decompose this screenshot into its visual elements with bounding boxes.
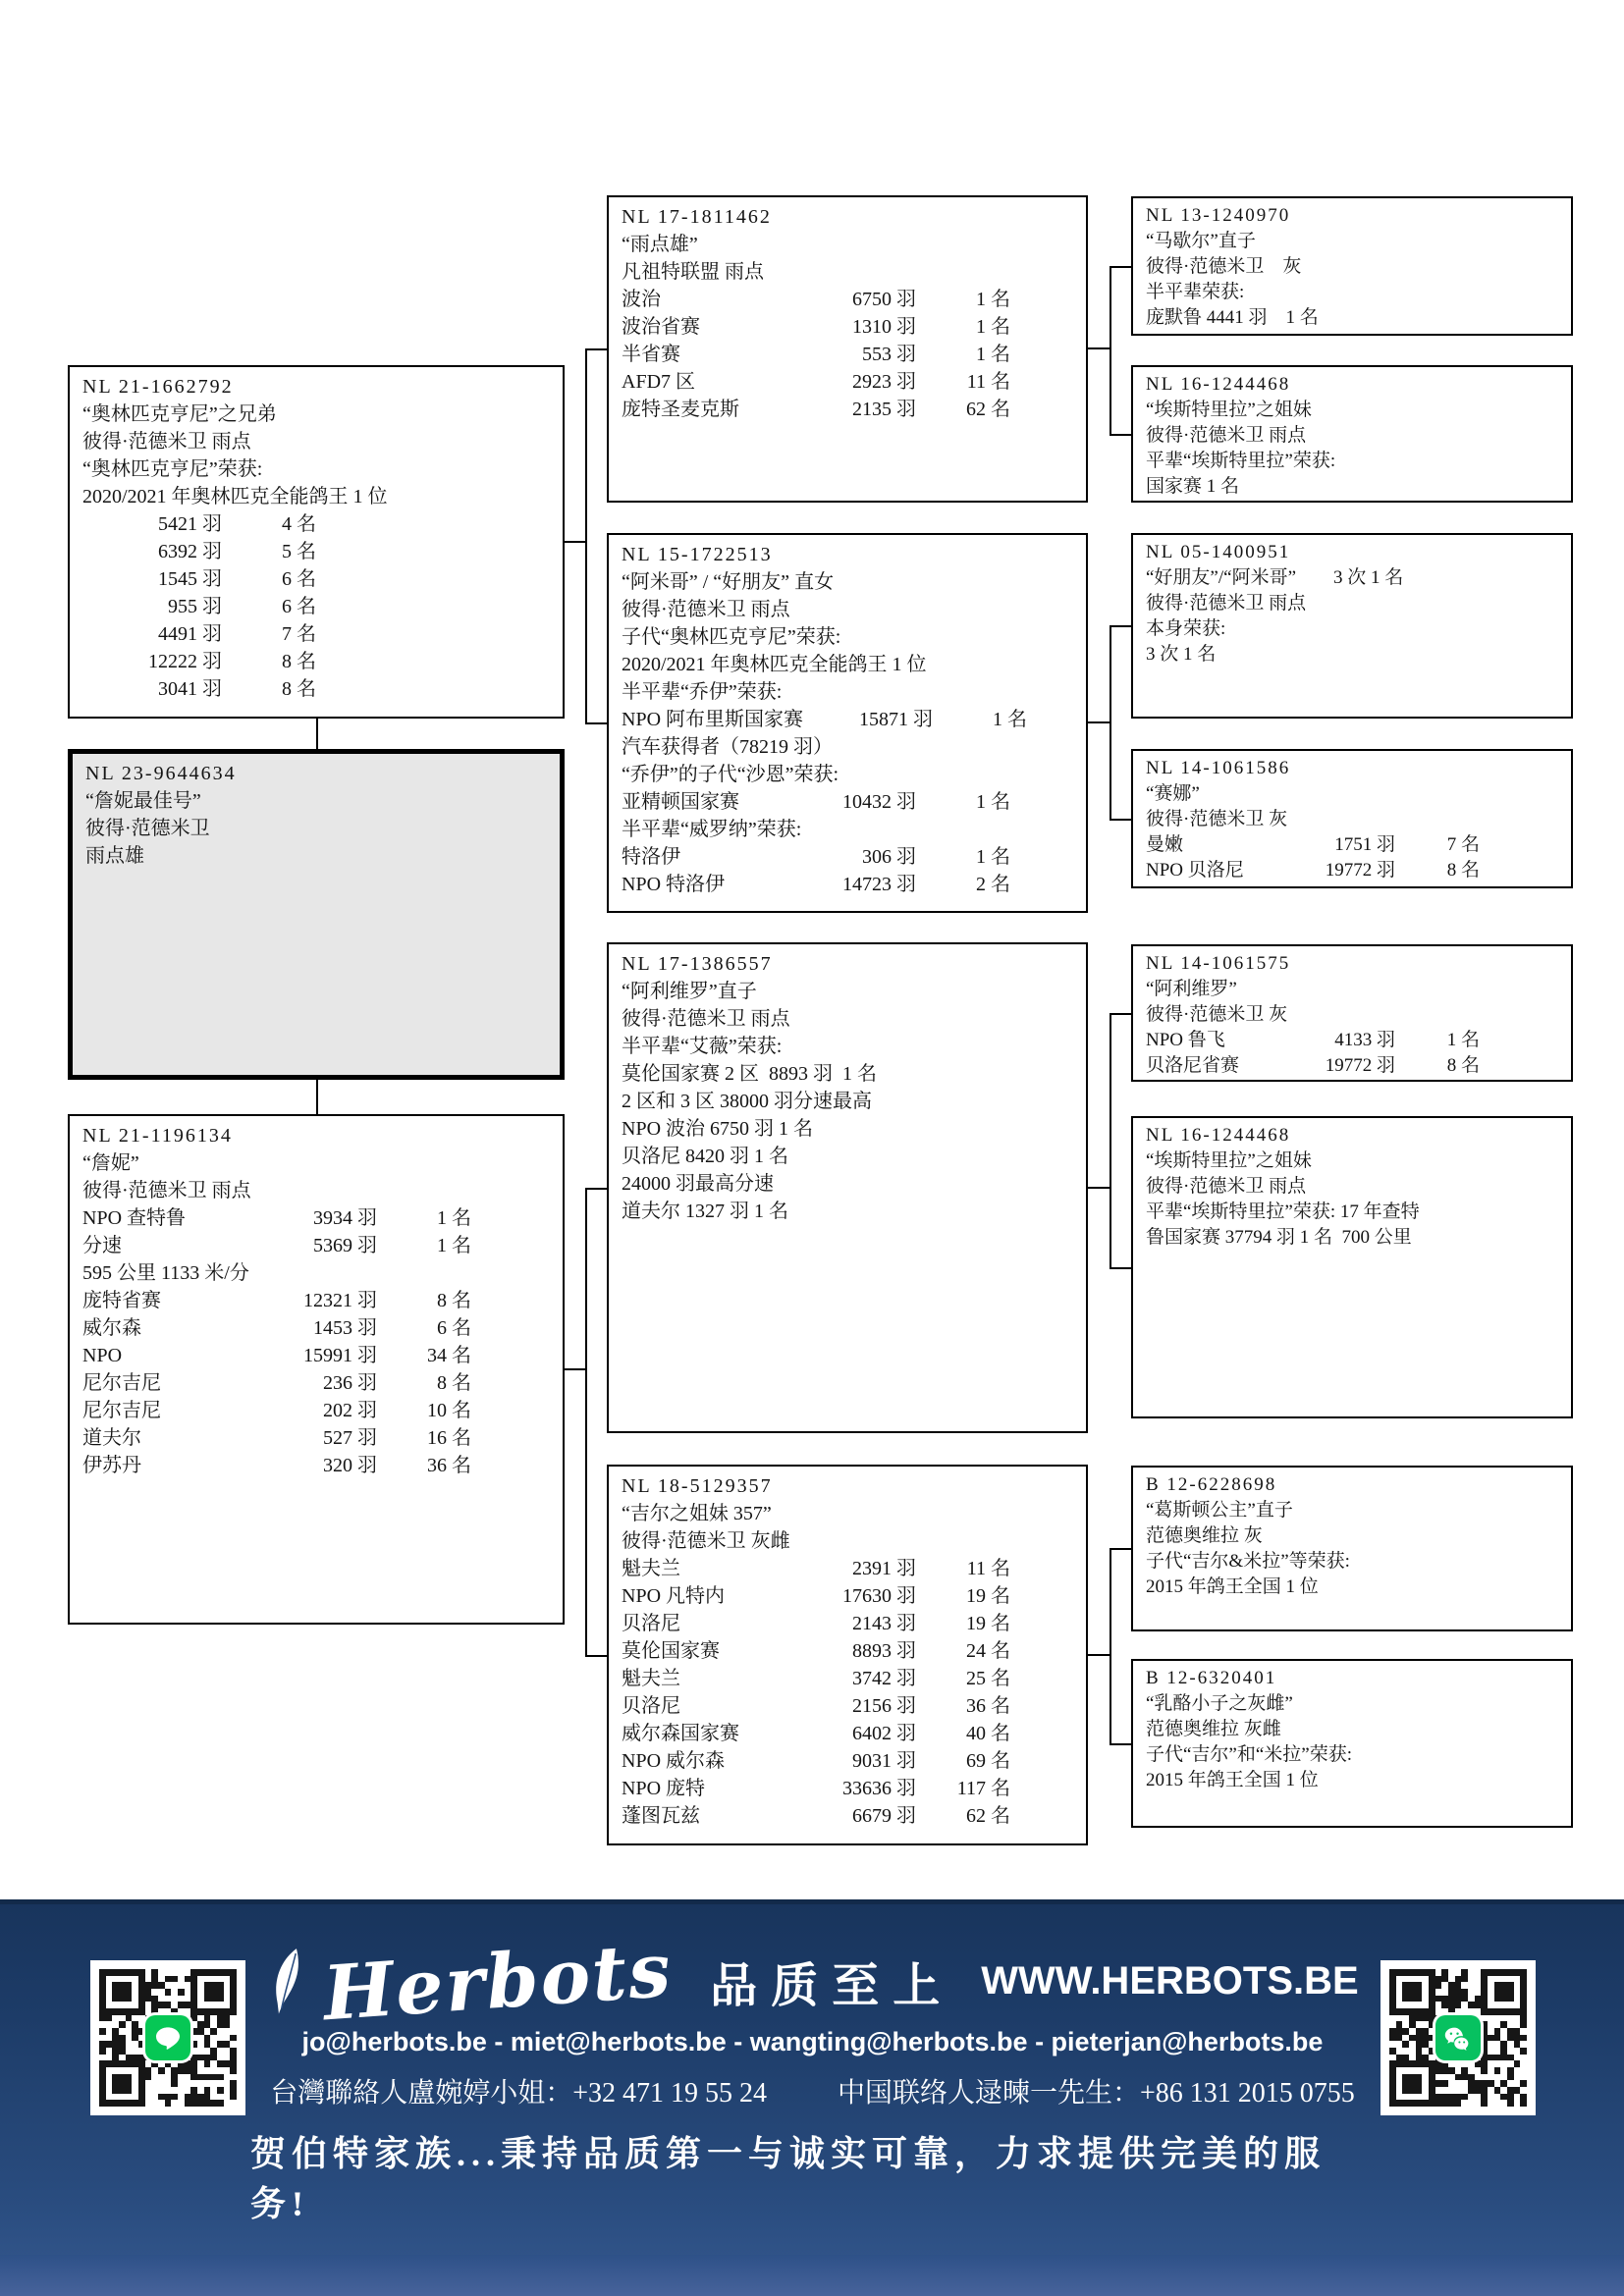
box-line: 子代“吉尔&米拉”等荣获: [1146, 1551, 1350, 1572]
result-count: 9031 羽 [852, 1750, 916, 1772]
ring-number: B 12-6320401 [1146, 1668, 1277, 1688]
result-row [622, 1802, 1073, 1830]
box-line: “阿米哥” / “好朋友” 直女 [622, 571, 835, 593]
result-label: NPO 凡特内 [622, 1585, 726, 1607]
ring-number: NL 17-1811462 [622, 206, 772, 228]
connector-line [1088, 347, 1110, 349]
box-line: 半平辈“艾薇”荣获: [622, 1036, 783, 1057]
ring-number: NL 14-1061586 [1146, 758, 1291, 778]
result-rank: 1 名 [976, 316, 1010, 338]
box-line: “葛斯顿公主”直子 [1146, 1500, 1293, 1521]
connector-line [587, 1188, 607, 1190]
line-icon [145, 2015, 190, 2060]
ring-number: NL 18-5129357 [622, 1475, 773, 1497]
box-line: 子代“吉尔”和“米拉”荣获: [1146, 1744, 1353, 1765]
box-line: “吉尔之姐妹 357” [622, 1503, 772, 1524]
result-rank: 16 名 [427, 1427, 471, 1449]
result-count: 8893 羽 [852, 1640, 916, 1662]
pedigree-box-sd [607, 533, 1088, 913]
result-row [622, 843, 1073, 871]
result-row [622, 1637, 1073, 1665]
result-row [622, 1775, 1073, 1802]
box-line: 贝洛尼 8420 羽 1 名 [622, 1146, 788, 1167]
connector-line [587, 722, 607, 724]
box-line: 雨点雄 [85, 845, 144, 867]
ring-number: NL 05-1400951 [1146, 542, 1291, 562]
result-row [82, 1314, 550, 1342]
box-line: 鲁国家赛 37794 羽 1 名 700 公里 [1146, 1227, 1412, 1248]
box-line: 彼得·范德米卫 雨点 [1146, 425, 1307, 446]
box-line: 国家赛 1 名 [1146, 476, 1240, 497]
box-line: “赛娜” [1146, 783, 1200, 804]
result-label: NPO 查特鲁 [82, 1207, 187, 1229]
box-line: “好朋友”/“阿米哥” 3 次 1 名 [1146, 567, 1404, 588]
result-count: 3742 羽 [852, 1668, 916, 1689]
footer-bottom-band [0, 2255, 1624, 2296]
result-count: 5369 羽 [313, 1235, 377, 1256]
result-row [82, 648, 550, 675]
result-count: 3934 羽 [313, 1207, 377, 1229]
result-rank: 6 名 [437, 1317, 471, 1339]
contact-china: 中国联络人逯暕一先生：+86 131 2015 0755 [838, 2078, 1355, 2109]
connector-line [1111, 1267, 1131, 1269]
result-count: 2156 羽 [852, 1695, 916, 1717]
result-label: NPO 贝洛尼 [1146, 860, 1244, 881]
box-line: 半平辈“威罗纳”荣获: [622, 819, 802, 840]
result-label: 蓬图瓦兹 [622, 1805, 700, 1827]
result-row [622, 788, 1073, 816]
result-row [82, 1204, 550, 1232]
result-label: 半省赛 [622, 344, 680, 365]
line-bubble-glyph [152, 2022, 184, 2054]
result-row [82, 510, 550, 538]
result-label: NPO 庞特 [622, 1778, 706, 1799]
result-rank: 6 名 [282, 596, 316, 617]
result-count: 1545 羽 [158, 568, 222, 590]
pedigree-box-ssd [1131, 365, 1573, 503]
result-label: AFD7 区 [622, 371, 696, 393]
result-label: 道夫尔 [82, 1427, 141, 1449]
result-label: 伊苏丹 [82, 1455, 141, 1476]
connector-line [585, 348, 587, 724]
ring-number: NL 13-1240970 [1146, 205, 1291, 226]
result-count: 527 羽 [323, 1427, 377, 1449]
box-line: 2015 年鸽王全国 1 位 [1146, 1770, 1319, 1790]
box-line: “詹妮” [82, 1152, 139, 1174]
result-row [622, 1582, 1073, 1610]
result-count: 12222 羽 [148, 651, 222, 672]
result-label: 波治省赛 [622, 316, 700, 338]
result-rank: 8 名 [437, 1290, 471, 1311]
box-line: 庞默鲁 4441 羽 1 名 [1146, 307, 1319, 328]
result-rank: 36 名 [966, 1695, 1010, 1717]
connector-line [1111, 819, 1131, 821]
pedigree-box-sss [1131, 196, 1573, 336]
ring-number: NL 17-1386557 [622, 953, 773, 975]
connector-line [1111, 266, 1131, 268]
result-count: 306 羽 [862, 846, 916, 868]
box-line: 汽车获得者（78219 羽） [622, 736, 833, 758]
box-line: “马歇尔”直子 [1146, 231, 1256, 251]
result-row [82, 1342, 550, 1369]
result-rank: 1 名 [993, 709, 1028, 730]
wechat-icon [1435, 2015, 1481, 2060]
result-count: 202 羽 [323, 1400, 377, 1421]
connector-line [585, 1188, 587, 1657]
box-line: “阿利维罗”直子 [622, 981, 757, 1002]
connector-line [1110, 1548, 1111, 1745]
result-row [622, 871, 1073, 898]
connector-line [1111, 1743, 1131, 1745]
result-row [622, 368, 1073, 396]
connector-line [565, 541, 585, 543]
result-rank: 1 名 [976, 846, 1010, 868]
ring-number: NL 15-1722513 [622, 544, 773, 565]
pedigree-box-sdd [1131, 749, 1573, 888]
result-row [622, 1720, 1073, 1747]
result-rank: 1 名 [437, 1207, 471, 1229]
result-rank: 24 名 [966, 1640, 1010, 1662]
box-line: 彼得·范德米卫 雨点 [1146, 593, 1307, 614]
result-rank: 34 名 [427, 1345, 471, 1366]
box-line: “阿利维罗” [1146, 979, 1237, 999]
pedigree-box-ds [607, 942, 1088, 1433]
result-label: 贝洛尼省赛 [1146, 1055, 1240, 1076]
box-line: 彼得·范德米卫 雨点 [622, 1008, 790, 1030]
result-rank: 2 名 [976, 874, 1010, 895]
ring-number: NL 16-1244468 [1146, 374, 1291, 395]
ring-number: NL 21-1196134 [82, 1125, 233, 1147]
result-row [622, 313, 1073, 341]
box-line: 3 次 1 名 [1146, 644, 1217, 665]
result-label: NPO 鲁飞 [1146, 1030, 1225, 1050]
box-line: 道夫尔 1327 羽 1 名 [622, 1201, 788, 1222]
pedigree-box-dds [1131, 1466, 1573, 1631]
result-label: NPO 威尔森 [622, 1750, 726, 1772]
result-count: 3041 羽 [158, 678, 222, 700]
result-count: 955 羽 [168, 596, 222, 617]
pedigree-box-sire [68, 365, 565, 719]
result-rank: 117 名 [956, 1778, 1010, 1799]
result-label: NPO 阿布里斯国家赛 [622, 709, 804, 730]
result-label: 庞特省赛 [82, 1290, 161, 1311]
result-count: 6392 羽 [158, 541, 222, 562]
result-label: 贝洛尼 [622, 1613, 680, 1634]
box-line: “奥林匹克亨尼”荣获: [82, 458, 263, 480]
box-line: “埃斯特里拉”之姐妹 [1146, 400, 1312, 420]
result-count: 12321 羽 [303, 1290, 377, 1311]
result-label: 莫伦国家赛 [622, 1640, 720, 1662]
result-row [82, 593, 550, 620]
result-count: 5421 羽 [158, 513, 222, 535]
result-label: 尼尔吉尼 [82, 1372, 161, 1394]
footer-emails: jo@herbots.be - miet@herbots.be - wangting@herbots.be - pieterjan@herbots.be [301, 2027, 1324, 2056]
result-row [82, 1452, 550, 1479]
box-line: 莫伦国家赛 2 区 8893 羽 1 名 [622, 1063, 877, 1085]
pedigree-box-subject [68, 749, 565, 1080]
result-rank: 8 名 [1446, 1055, 1480, 1076]
box-line: NPO 波治 6750 羽 1 名 [622, 1118, 814, 1140]
result-rank: 6 名 [282, 568, 316, 590]
pedigree-box-dam [68, 1114, 565, 1625]
feather-icon [258, 1945, 320, 2016]
pedigree-box-ss [607, 195, 1088, 503]
result-label: 贝洛尼 [622, 1695, 680, 1717]
result-count: 2143 羽 [852, 1613, 916, 1634]
result-rank: 40 名 [966, 1723, 1010, 1744]
connector-line [1111, 1013, 1131, 1015]
result-rank: 11 名 [966, 1558, 1010, 1579]
box-line: 范德奥维拉 灰雌 [1146, 1719, 1281, 1739]
result-count: 320 羽 [323, 1455, 377, 1476]
result-count: 17630 羽 [842, 1585, 916, 1607]
pedigree-box-dss [1131, 944, 1573, 1082]
ring-number: B 12-6228698 [1146, 1474, 1277, 1495]
result-rank: 11 名 [966, 371, 1010, 393]
box-line: “詹妮最佳号” [85, 790, 201, 812]
connector-line [1088, 1187, 1110, 1189]
box-line: 2015 年鸽王全国 1 位 [1146, 1576, 1319, 1597]
box-line: “埃斯特里拉”之姐妹 [1146, 1150, 1312, 1171]
result-rank: 8 名 [282, 651, 316, 672]
result-label: 威尔森国家赛 [622, 1723, 739, 1744]
result-rank: 10 名 [427, 1400, 471, 1421]
result-count: 19772 羽 [1325, 860, 1395, 881]
ring-number: NL 16-1244468 [1146, 1125, 1291, 1146]
result-label: 亚精顿国家赛 [622, 791, 739, 813]
box-line: 平辈“埃斯特里拉”荣获: 17 年查特 [1146, 1201, 1420, 1222]
herbots-logo: Herbots [320, 1925, 676, 2037]
contact-taiwan: 台灣聯絡人盧婉婷小姐：+32 471 19 55 24 [270, 2078, 767, 2109]
result-row [622, 396, 1073, 423]
connector-line [316, 719, 318, 749]
connector-line [1110, 1013, 1111, 1269]
pedigree-box-sds [1131, 533, 1573, 719]
result-row [622, 1665, 1073, 1692]
result-count: 1453 羽 [313, 1317, 377, 1339]
result-count: 2135 羽 [852, 399, 916, 420]
result-label: 魁夫兰 [622, 1668, 680, 1689]
connector-line [1088, 721, 1110, 723]
footer-center [250, 1925, 1375, 2226]
result-label: NPO [82, 1345, 123, 1366]
result-count: 15871 羽 [859, 709, 934, 730]
result-label: 波治 [622, 289, 661, 310]
connector-line [1111, 434, 1131, 436]
result-rank: 7 名 [1446, 834, 1480, 855]
result-label: 曼嫩 [1146, 834, 1184, 855]
result-count: 6679 羽 [852, 1805, 916, 1827]
box-line: 595 公里 1133 米/分 [82, 1262, 249, 1284]
result-rank: 8 名 [282, 678, 316, 700]
result-row [622, 1610, 1073, 1637]
result-label: 尼尔吉尼 [82, 1400, 161, 1421]
box-line: 2 区和 3 区 38000 羽分速最高 [622, 1091, 872, 1112]
box-line: 彼得·范德米卫 雨点 [1146, 1176, 1307, 1197]
result-rank: 1 名 [437, 1235, 471, 1256]
box-line: “乳酪小子之灰雌” [1146, 1693, 1293, 1714]
result-rank: 8 名 [437, 1372, 471, 1394]
box-line: 子代“奥林匹克亨尼”荣获: [622, 626, 841, 648]
pedigree-box-dd [607, 1465, 1088, 1845]
result-row [82, 620, 550, 648]
result-label: 分速 [82, 1235, 122, 1256]
pedigree-box-ddd [1131, 1659, 1573, 1828]
result-rank: 19 名 [966, 1613, 1010, 1634]
box-line: 凡祖特联盟 雨点 [622, 261, 764, 283]
box-line: 彼得·范德米卫 灰 [1146, 809, 1288, 829]
box-line: 半平辈“乔伊”荣获: [622, 681, 783, 703]
result-row [82, 565, 550, 593]
result-row [622, 1555, 1073, 1582]
result-rank: 1 名 [976, 289, 1010, 310]
box-line: “乔伊”的子代“沙恩”荣获: [622, 764, 839, 785]
connector-line [565, 1368, 585, 1370]
connector-line [1110, 266, 1111, 436]
result-rank: 7 名 [282, 623, 316, 645]
result-row [82, 1397, 550, 1424]
result-rank: 1 名 [976, 344, 1010, 365]
box-line: 彼得·范德米卫 雨点 [82, 1180, 251, 1201]
result-rank: 4 名 [282, 513, 316, 535]
footer-brand-row [266, 1925, 1359, 2037]
result-row [82, 1369, 550, 1397]
result-row [82, 1232, 550, 1259]
result-count: 1310 羽 [852, 316, 916, 338]
result-count: 15991 羽 [303, 1345, 377, 1366]
result-count: 10432 羽 [842, 791, 916, 813]
result-rank: 1 名 [976, 791, 1010, 813]
pedigree-box-dsd [1131, 1116, 1573, 1418]
result-row [82, 1287, 550, 1314]
result-count: 553 羽 [862, 344, 916, 365]
footer-url: WWW.HERBOTS.BE [981, 1958, 1359, 2002]
box-line: 2020/2021 年奥林匹克全能鸽王 1 位 [622, 654, 927, 675]
wechat-qr-code [1380, 1960, 1536, 2115]
footer-contacts [270, 2071, 1355, 2110]
result-label: 威尔森 [82, 1317, 141, 1339]
footer-slogan: 贺伯特家族...秉持品质第一与诚实可靠，力求提供完美的服务! [250, 2134, 1326, 2223]
result-count: 236 羽 [323, 1372, 377, 1394]
box-line: 彼得·范德米卫 灰雌 [622, 1530, 790, 1552]
box-line: 彼得·范德米卫 雨点 [82, 431, 251, 453]
result-rank: 36 名 [427, 1455, 471, 1476]
result-row [622, 286, 1073, 313]
result-rank: 8 名 [1446, 860, 1480, 881]
result-row [1146, 858, 1558, 883]
line-qr-code [90, 1960, 245, 2115]
result-row [1146, 832, 1558, 858]
wechat-bubbles-glyph [1441, 2021, 1475, 2055]
box-line: “雨点雄” [622, 234, 698, 255]
result-count: 4133 羽 [1334, 1030, 1395, 1050]
connector-line [316, 1080, 318, 1114]
box-line: “奥林匹克亨尼”之兄弟 [82, 403, 277, 425]
box-line: 范德奥维拉 灰 [1146, 1525, 1263, 1546]
result-rank: 62 名 [966, 1805, 1010, 1827]
result-row [622, 706, 1073, 733]
result-label: 魁夫兰 [622, 1558, 680, 1579]
connector-line [1111, 1548, 1131, 1550]
result-rank: 1 名 [1446, 1030, 1480, 1050]
result-count: 4491 羽 [158, 623, 222, 645]
box-line: 24000 羽最高分速 [622, 1173, 774, 1195]
result-count: 1751 羽 [1334, 834, 1395, 855]
ring-number: NL 23-9644634 [85, 763, 237, 784]
box-line: 本身荣获: [1146, 618, 1226, 639]
ring-number: NL 21-1662792 [82, 376, 234, 398]
result-rank: 19 名 [966, 1585, 1010, 1607]
result-row [622, 341, 1073, 368]
connector-line [587, 348, 607, 350]
connector-line [587, 1655, 607, 1657]
result-rank: 62 名 [966, 399, 1010, 420]
box-line: 彼得·范德米卫 雨点 [622, 599, 790, 620]
box-line: 彼得·范德米卫 灰 [1146, 256, 1302, 277]
result-label: 庞特圣麦克斯 [622, 399, 739, 420]
result-rank: 5 名 [282, 541, 316, 562]
result-count: 2391 羽 [852, 1558, 916, 1579]
box-line: 平辈“埃斯特里拉”荣获: [1146, 451, 1336, 471]
box-line: 2020/2021 年奥林匹克全能鸽王 1 位 [82, 486, 388, 507]
result-row [82, 675, 550, 703]
result-count: 2923 羽 [852, 371, 916, 393]
connector-line [1088, 1654, 1110, 1656]
ring-number: NL 14-1061575 [1146, 953, 1291, 974]
footer [0, 1899, 1624, 2296]
result-count: 19772 羽 [1325, 1055, 1395, 1076]
result-label: NPO 特洛伊 [622, 874, 726, 895]
result-label: 特洛伊 [622, 846, 680, 868]
result-row [622, 1692, 1073, 1720]
result-count: 6750 羽 [852, 289, 916, 310]
result-row [622, 1747, 1073, 1775]
connector-line [1111, 625, 1131, 627]
result-count: 14723 羽 [842, 874, 916, 895]
result-rank: 25 名 [966, 1668, 1010, 1689]
result-row [82, 538, 550, 565]
result-row [1146, 1028, 1558, 1053]
result-rank: 69 名 [966, 1750, 1010, 1772]
result-row [1146, 1053, 1558, 1079]
connector-line [1110, 625, 1111, 821]
box-line: 彼得·范德米卫 灰 [1146, 1004, 1288, 1025]
result-row [82, 1424, 550, 1452]
result-count: 6402 羽 [852, 1723, 916, 1744]
result-count: 33636 羽 [842, 1778, 916, 1799]
box-line: 半平辈荣获: [1146, 282, 1245, 302]
box-line: 彼得·范德米卫 [85, 818, 210, 839]
footer-tagline: 品质至上 [710, 1959, 954, 2012]
